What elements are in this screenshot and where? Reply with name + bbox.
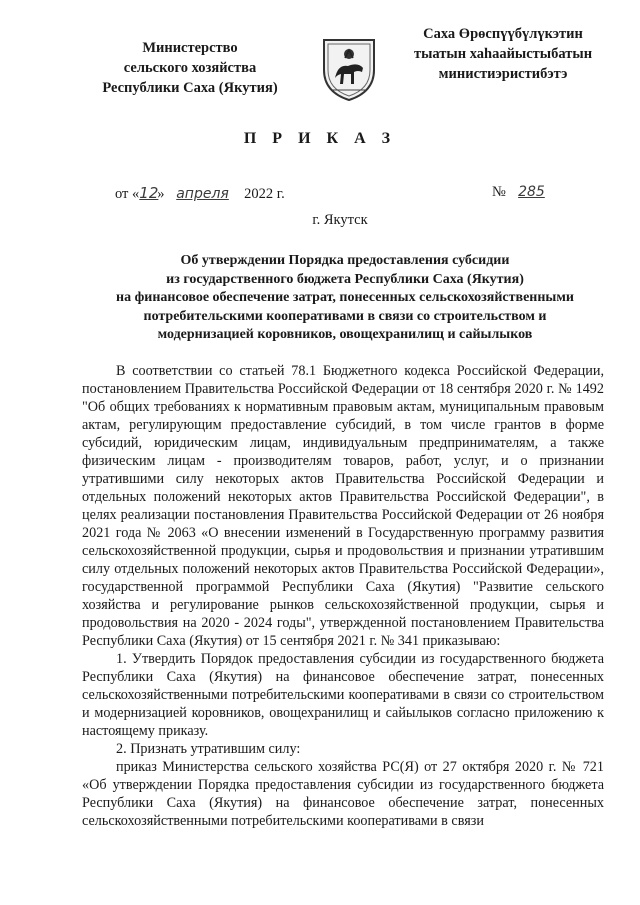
document-title: П Р И К А З bbox=[243, 130, 397, 147]
order-body bbox=[82, 362, 604, 830]
subject-line: Об утверждении Порядка предоставления субсидии bbox=[180, 253, 510, 268]
city-name: г. Якутск bbox=[312, 212, 368, 228]
ministry-name-yakut bbox=[388, 24, 618, 84]
preamble-paragraph: В соответствии со статьей 78.1 Бюджетного кодекса Российской Федерации, постановлением Правительства Российской Федерации от 18 сентября 2020 г. № 1492 "Об общих требованиях к нормативным правовым актам, муниципальным правовым актам, регулирующим предоставление субсидий, в том числе грантов в форме субсидий, юридическим лицам, индивидуальным предпринимателям, а также физическим лицам - производителям товаров, работ, услуг, и о признании утратившими силу некоторых актов Правительства Российской Федерации и отдельных положений некоторых актов Правительства Российской Федерации", в целях реализации постановления Правительства Российской Федерации от 26 ноября 2021 года № 2063 «О внесении изменений в Государственную программу развития сельскохозяйственной продукции, сырья и продовольствия и признании утратившим силу отдельных положений некоторых актов Правительства Российской Федерации», государственной программой Республики Саха (Якутия) "Развитие сельского хозяйства и регулирование рынков сельскохозяйственной продукции, сырья и продовольствия на 2020 - 2024 годы", утвержденной постановлением Правительства Республики Саха (Якутия) от 15 сентября 2021 г. № 341 приказываю: bbox=[82, 363, 604, 649]
ministry-name-russian bbox=[70, 38, 310, 98]
subject-line: модернизацией коровников, овощехранилищ и сайылыков bbox=[157, 327, 533, 342]
ministry-name-line: министиэристибэтэ bbox=[438, 66, 568, 82]
ministry-name-line: Министерство bbox=[142, 40, 238, 56]
number-prefix: № bbox=[492, 184, 506, 200]
date-day: 12 bbox=[139, 184, 159, 202]
order-subject bbox=[80, 252, 610, 345]
repealed-order-paragraph: приказ Министерства сельского хозяйства РС(Я) от 27 октября 2020 г. № 721 «Об утверждении Порядка предоставления субсидии из государственного бюджета Республики Саха (Якутия) на финансовое обеспечение затрат, понесенных сельскохозяйственными потребительскими кооперативами в связи bbox=[82, 759, 604, 829]
date-year: 2022 г. bbox=[240, 186, 285, 202]
date-mid: » bbox=[157, 186, 165, 202]
ministry-name-line: Республики Саха (Якутия) bbox=[102, 80, 278, 96]
clause-2-paragraph: 2. Признать утратившим силу: bbox=[116, 741, 301, 757]
coat-of-arms-emblem-icon bbox=[318, 34, 380, 104]
clause-1-paragraph: 1. Утвердить Порядок предоставления субсидии из государственного бюджета Республики Саха (Якутия) на финансовое обеспечение затрат, понесенных сельскохозяйственными потребительскими кооперативами в связи со строительством и модернизацией коровников, овощехранилищ и сайылыков согласно приложению к настоящему приказу. bbox=[82, 651, 604, 739]
order-number bbox=[492, 184, 553, 201]
date-month: апреля bbox=[176, 186, 229, 202]
subject-line: на финансовое обеспечение затрат, понесенных сельскохозяйственными bbox=[116, 290, 574, 305]
ministry-name-line: сельского хозяйства bbox=[123, 60, 257, 76]
order-date bbox=[115, 184, 285, 203]
subject-line: потребительскими кооперативами в связи со строительством и bbox=[143, 308, 547, 324]
ministry-name-line: тыатын хаһаайыстыбатын bbox=[413, 46, 593, 62]
date-prefix: от « bbox=[115, 186, 140, 202]
number-value: 285 bbox=[518, 184, 545, 200]
subject-line: из государственного бюджета Республики Саха (Якутия) bbox=[166, 271, 524, 287]
ministry-name-line: Саха Өрөспүүбүлүкэтин bbox=[423, 26, 583, 42]
